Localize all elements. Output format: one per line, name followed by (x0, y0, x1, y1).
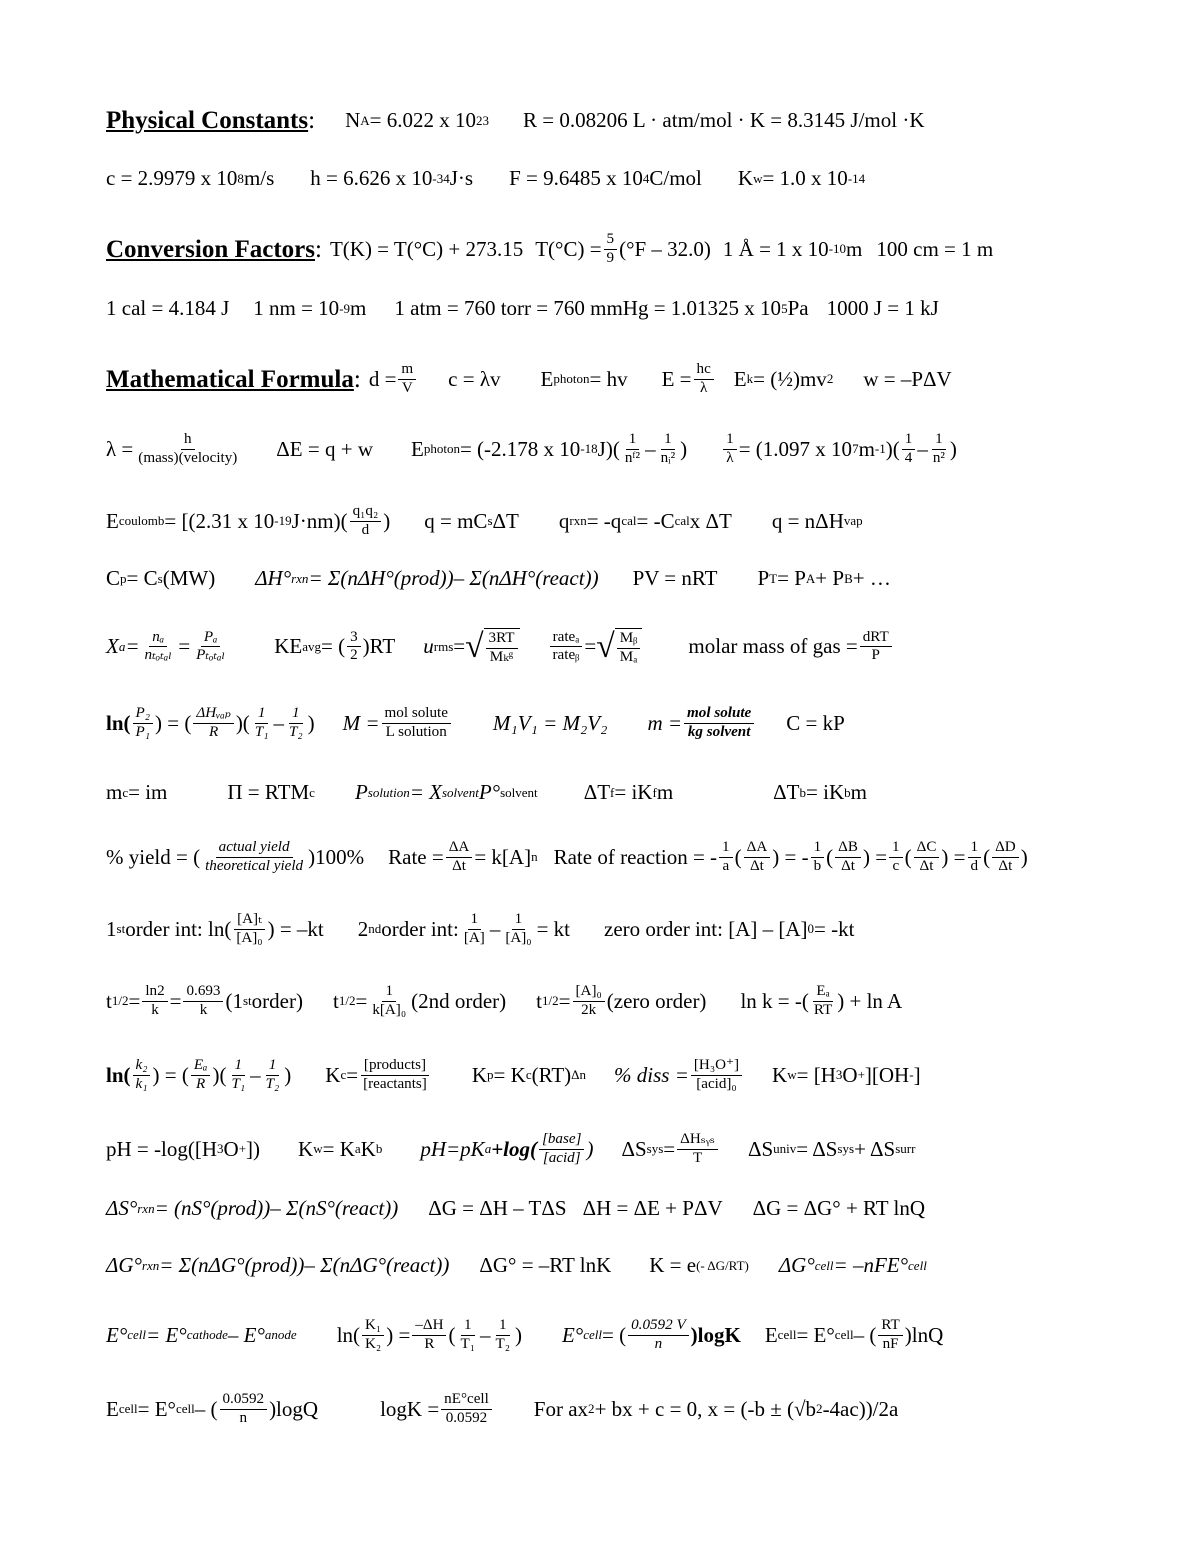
enthalpy-reaction-formula: ΔH° rxn = Σ(nΔH°(prod))– Σ(nΔH°(react)) (255, 566, 599, 590)
gibbs-cell-formula: ΔG° cell = –nFE° cell (778, 1253, 927, 1277)
math-formula-row-4 (106, 568, 1100, 589)
wave-speed-formula: c = λv (448, 366, 501, 391)
enthalpy-energy-formula: ΔH = ΔE + PΔV (582, 1196, 723, 1220)
system-entropy-formula: ΔS sys = $\frac{\text{ΔHₛᵧₛ}}{T}$ (621, 1132, 720, 1167)
dilution-formula: M₁V₁ = M₂V₂ (492, 710, 608, 735)
mole-fraction-formula: X a = $\frac{\text{nₐ}}{\text{nₜₒₜₐₗ}}$ = $\frac{\text{Pₐ}}{\text{Pₜₒₜₐₗ}}$ (106, 628, 226, 664)
second-order-half-life: t 1/2 = $\frac{1}{\text{k[A]₀}}$ (2nd order) (332, 983, 507, 1018)
henderson-hasselbalch: pH=pK a +log( $\frac{\text{[base]}}{\text{[acid]}}$ ) (420, 1131, 594, 1166)
vaporization-heat-formula: q = nΔH vap (771, 508, 863, 533)
equilibrium-constant-kc: K c = $\frac{\text{[products]}}{\text{[reactants]}}$ (325, 1058, 432, 1093)
rydberg-formula: $\frac{1}{\lambda}$ = (1.097 x 10 7 m -1 )( $\frac{1}{4}$ – $\frac{1}{\text{n²}}$ ) (721, 432, 957, 467)
entropy-reaction-formula: ΔS° rxn = (nS°(prod))– Σ(nS°(react)) (106, 1196, 399, 1220)
math-formula-row-2 (106, 432, 1100, 467)
percent-dissociation: % diss = $\frac{\text{[H₃O⁺]}}{\text{[acid]₀}}$ (614, 1058, 744, 1093)
freezing-point-formula: ΔT f = iK f m (583, 780, 674, 804)
gibbs-nonstandard-formula: ΔG = ΔG° + RT lnQ (752, 1196, 925, 1220)
energy-wavelength-formula: E = $\frac{hc}{\lambda}$ (662, 362, 716, 397)
work-formula: w = –PΔV (863, 366, 952, 391)
first-order-half-life: t 1/2 = $\frac{\ln 2}{k}$ = $\frac{0.693}{k}$ (1 st order) (106, 983, 303, 1018)
calorimetry-formula: q rxn = -q cal = -C cal x ΔT (558, 508, 732, 533)
nernst-equation-logq: E cell = E° cell – ( $\frac{0.0592}{n}$ )logQ (106, 1391, 319, 1426)
percent-yield-formula: % yield = ( $\frac{\text{actual yield}}{\text{theoretical yield}}$ )100% (106, 839, 365, 874)
bohr-energy-formula: E photon = (-2.178 x 10 -18 J)( $\frac{1}{\text{nᶠ²}}$ – $\frac{1}{\text{nᵢ²}}$ ) (410, 431, 688, 466)
henry-law: C = kP (786, 710, 845, 735)
section-title-conversion-factors: Conversion Factors (106, 235, 315, 263)
math-formula-row-1: Mathematical Formula : d = $\frac{m}{V}$ c = λv E photon = hv E = $\frac{hc}{\lambda}$ E k = (½)mv 2 w = –PΔV (106, 361, 952, 396)
conversion-factors-row-1: Conversion Factors : T(K) = T(°C) + 273.15 T(°C) = $\frac{5}{9}$ (°F – 32.0) 1 Å = 1 x 10 -10 m 100 cm = 1 m (106, 231, 994, 266)
arrhenius-two-point: ln( $\frac{\text{k₂}}{\text{k₁}}$ ) = ( $\frac{\text{Eₐ}}{R}$ )( $\frac{1}{\text{T₁}}$ – $\frac{1}{\text{T₂}}$ ) (106, 1057, 292, 1092)
rate-law-formula: Rate = $\frac{\Delta A}{\Delta t}$ = k[A] n (388, 839, 538, 874)
gibbs-formula: ΔG = ΔH – TΔS (428, 1196, 567, 1220)
kj-conversion: 1000 J = 1 kJ (826, 296, 939, 320)
kelvin-conversion: T(K) = T(°C) + 273.15 (329, 236, 524, 261)
universe-entropy-formula: ΔS univ = ΔS sys + ΔS surr (747, 1136, 916, 1161)
math-formula-row-9 (106, 912, 1100, 947)
physical-constants-row-1: Physical Constants : N A = 6.022 x 10 23 R = 0.08206 L · atm/mol · K = 8.3145 J/mol ·K (106, 107, 925, 134)
rms-speed-formula: u rms = √ $\frac{3RT}{\text{Mₖᵍ}}$ (423, 628, 519, 666)
math-formula-row-15 (106, 1318, 1100, 1353)
calorie-conversion: 1 cal = 4.184 J (106, 296, 230, 320)
zero-order-integrated: zero order int: [A] – [A] 0 = -kt (604, 916, 855, 941)
math-formula-row-8 (106, 840, 1100, 875)
water-ion-product: K w = 1.0 x 10 -14 (737, 166, 866, 190)
math-formula-row-6 (106, 706, 1100, 741)
vant-hoff-formula: ln( $\frac{\text{K₁}}{\text{K₂}}$ ) = $\frac{-\Delta H}{R}$ ( $\frac{1}{\text{T₁}}$ – $\frac{1}{\text{T₂}}$ ) (336, 1317, 522, 1352)
first-law-formula: ΔE = q + w (276, 436, 373, 461)
faraday-constant: F = 9.6485 x 10 4 C/mol (509, 166, 702, 190)
molality-formula: m = $\frac{\text{mol solute}}{\text{kg solvent}}$ (647, 706, 756, 741)
osmotic-pressure-formula: Π = RTM c (227, 780, 315, 804)
kinetic-energy-formula: E k = (½)mv 2 (733, 366, 834, 391)
math-formula-row-10 (106, 984, 1100, 1019)
logk-cell-formula: logK = $\frac{\text{nE°cell}}{0.0592}$ (380, 1392, 494, 1427)
math-formula-row-3 (106, 504, 1100, 539)
nernst-equation-lnq: E cell = E° cell – ( $\frac{RT}{nF}$ )lnQ (764, 1317, 944, 1352)
gibbs-equilibrium-formula: ΔG° = –RT lnK (479, 1253, 612, 1277)
dalton-law: P T = P A + P B + … (757, 566, 891, 590)
section-title-mathematical-formula: Mathematical Formula (106, 365, 354, 393)
colligative-molality: m c = im (106, 780, 168, 804)
kw-ka-kb: K w = K a K b (298, 1136, 383, 1161)
gas-constant: R = 0.08206 L · atm/mol · K = 8.3145 J/mol ·K (523, 108, 925, 132)
avogadro-constant: N A = 6.022 x 10 23 (345, 108, 490, 132)
celsius-conversion: T(°C) = $\frac{5}{9}$ (°F – 32.0) (535, 231, 711, 266)
coulomb-energy-formula: E coulomb = [(2.31 x 10 -19 J·nm)( $\frac{\text{q₁q₂}}{d}$ ) (106, 503, 391, 538)
cell-potential-formula: E° cell = E° cathode – E° anode (106, 1322, 297, 1347)
math-formula-row-11 (106, 1058, 1100, 1093)
clausius-clapeyron-formula: ln( $\frac{\text{P₂}}{\text{P₁}}$ ) = ( $\frac{\text{ΔHᵥₐₚ}}{R}$ )( $\frac{1}{\text{T₁}}$ – $\frac{1}{\text{T₂}}$ ) (106, 705, 315, 740)
first-order-integrated: 1 st order int: ln( $\frac{\text{[A]ₜ}}{\text{[A]₀}}$ ) = –kt (106, 911, 324, 946)
zero-order-half-life: t 1/2 = $\frac{\text{[A]₀}}{2k}$ (zero order) (536, 983, 707, 1018)
atm-conversion: 1 atm = 760 torr = 760 mmHg = 1.01325 x 10 5 Pa (394, 296, 809, 320)
rate-of-reaction-formula: Rate of reaction = - $\frac{1}{a}$ ( $\frac{\Delta A}{\Delta t}$ ) = - $\frac{1}{b}$ ( $\frac{\Delta B}{\Delta t}$ ) = $\frac{1}{c}$ ( $\frac{\Delta C}{\Delta t}$ ) = $\frac{1}{d}$ ( $\frac{\Delta D}{\Delta t}$ ) (553, 839, 1028, 874)
photon-energy-formula: E photon = hv (540, 366, 628, 391)
cell-potential-logk-formula: E° cell = ( $\frac{0.0592 V}{n}$ )logK (561, 1317, 741, 1352)
angstrom-conversion: 1 Å = 1 x 10 -10 m (722, 236, 863, 261)
molar-mass-gas-formula: molar mass of gas = $\frac{\text{dRT}}{P}$ (688, 630, 893, 665)
heat-formula: q = mC s ΔT (424, 508, 519, 533)
kp-kc-relation: K p = K c (RT) Δn (471, 1062, 587, 1087)
cm-conversion: 100 cm = 1 m (876, 236, 994, 261)
second-order-integrated: 2 nd order int: $\frac{1}{[A]}$ – $\frac{1}{\text{[A]₀}}$ = kt (357, 911, 570, 946)
physical-constants-row-2 (106, 168, 1100, 189)
math-formula-row-5 (106, 628, 1100, 666)
molar-heat-capacity-formula: C p = C s (MW) (106, 566, 216, 590)
density-formula: d = $\frac{m}{V}$ (369, 362, 418, 397)
graham-law-formula: $\frac{\text{rateₐ}}{\text{rateᵦ}}$ = √ $\frac{\text{Mᵦ}}{\text{Mₐ}}$ (548, 628, 643, 666)
water-ion-product-formula: K w = [H 3 O + ][OH - ] (772, 1062, 921, 1087)
math-formula-row-16 (106, 1392, 1100, 1427)
speed-of-light: c = 2.9979 x 10 8 m/s (106, 166, 275, 190)
planck-constant: h = 6.626 x 10 -34 J·s (310, 166, 474, 190)
molarity-formula: M = $\frac{\text{mol solute}}{\text{L solution}}$ (343, 706, 453, 741)
average-kinetic-energy-formula: KE avg = ( $\frac{3}{2}$ )RT (274, 628, 396, 664)
conversion-factors-row-2 (106, 298, 1100, 319)
ph-formula: pH = -log([H 3 O + ]) (106, 1136, 261, 1161)
math-formula-row-12 (106, 1132, 1100, 1167)
gibbs-reaction-formula: ΔG° rxn = Σ(nΔG°(prod))– Σ(nΔG°(react)) (106, 1253, 450, 1277)
math-formula-row-7 (106, 782, 1100, 803)
math-formula-row-13 (106, 1198, 1100, 1219)
quadratic-formula: For ax 2 + bx + c = 0, x = (-b ± (√b 2 -4ac))/2a (533, 1396, 899, 1421)
math-formula-row-14 (106, 1255, 1100, 1276)
boiling-point-formula: ΔT b = iK b m (773, 780, 867, 804)
de-broglie-formula: λ = $\frac{h}{\text{(mass)(velocity)}}$ (106, 431, 238, 466)
section-title-physical-constants: Physical Constants (106, 107, 309, 134)
arrhenius-formula: ln k = -( $\frac{\text{Eₐ}}{RT}$ ) + ln A (740, 983, 903, 1018)
ideal-gas-law: PV = nRT (632, 566, 718, 590)
equilibrium-exponential-formula: K = e (- ΔG/RT) (649, 1253, 749, 1277)
nm-conversion: 1 nm = 10 -9 m (253, 296, 367, 320)
raoult-law: P solution = X solvent P° solvent (354, 780, 538, 804)
